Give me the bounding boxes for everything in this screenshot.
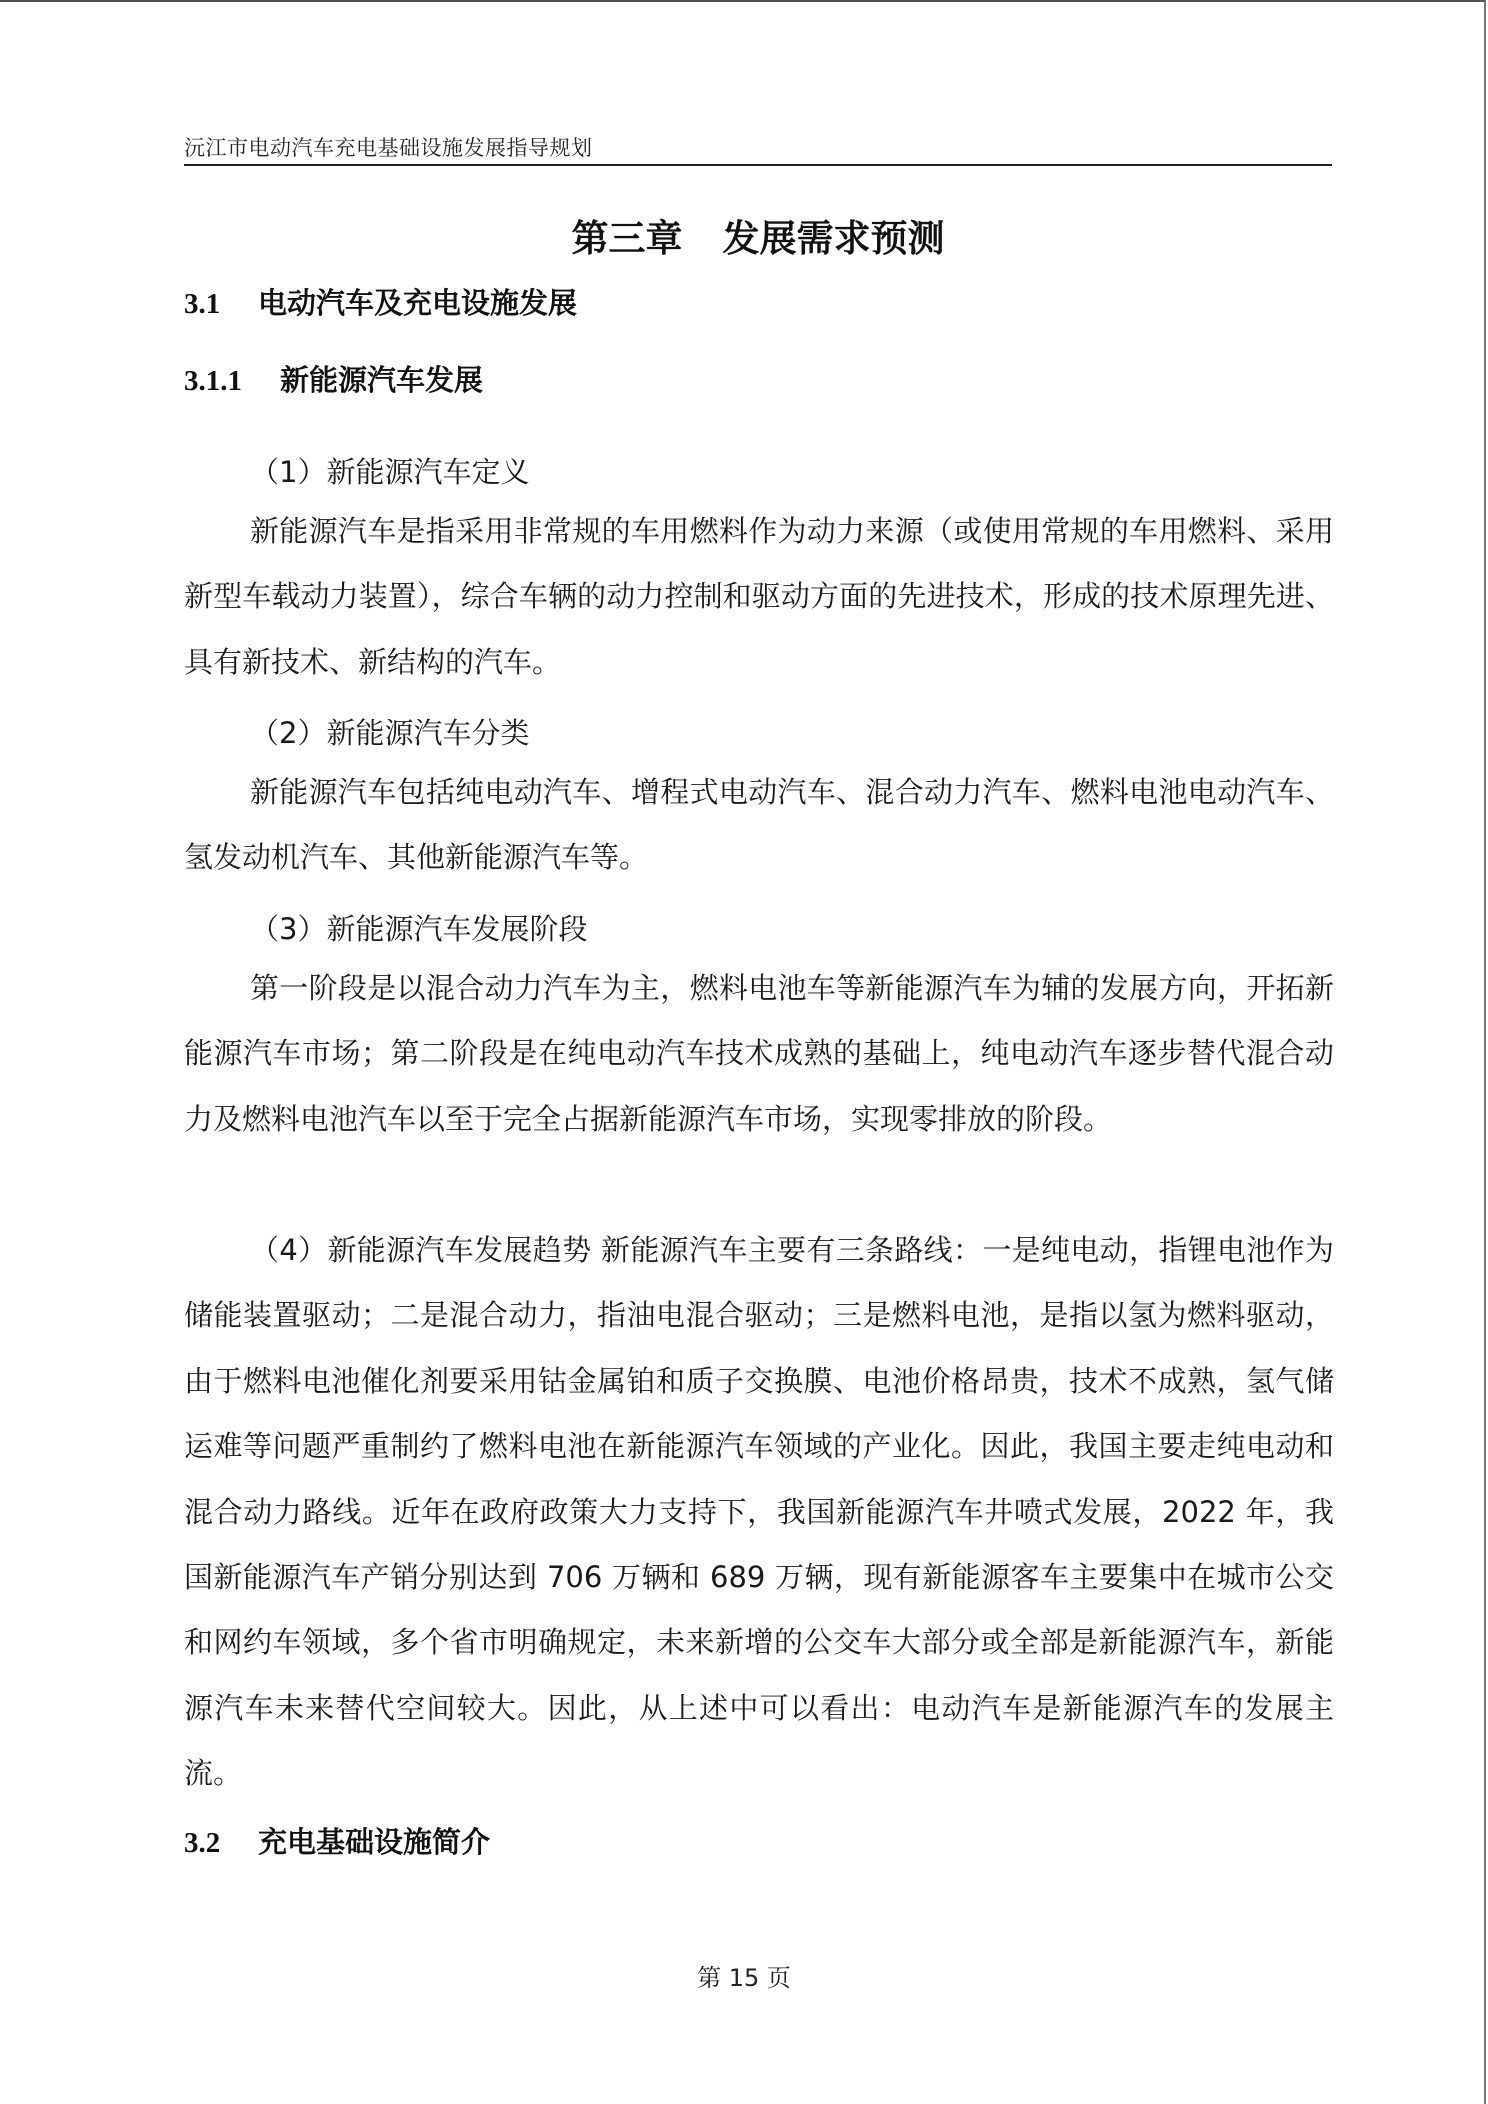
subheading-classification: （2）新能源汽车分类 [250,716,530,750]
page-number: 第 15 页 [697,1964,791,1992]
section-heading-3-2 [184,1820,490,1861]
section-number: 3.1 [184,288,221,320]
paragraph-text: 第一阶段是以混合动力汽车为主，燃料电池车等新能源汽车为辅的发展方向，开拓新能源汽车市场；第二阶段是在纯电动汽车技术成熟的基础上，纯电动汽车逐步替代混合动力及燃料电池汽车以至于完全占据新能源汽车市场，实现零排放的阶段。 [184,971,1334,1136]
section-title: 充电基础设施简介 [258,1825,491,1859]
subheading-stages: （3）新能源汽车发展阶段 [250,912,588,946]
paragraph-text: （4）新能源汽车发展趋势 新能源汽车主要有三条路线：一是纯电动，指锂电池作为储能装置驱动；二是混合动力，指油电混合驱动；三是燃料电池，是指以氢为燃料驱动，由于燃料电池催化剂要采用钴金属铂和质子交换膜、电池价格昂贵，技术不成熟，氢气储运难等问题严重制约了燃料电池在新能源汽车领域的产业化。因此，我国主要走纯电动和混合动力路线。近年在政府政策大力支持下，我国新能源汽车井喷式发展，2022 年，我国新能源汽车产销分别达到 706 万辆和 689 万辆，现有新能源客车主要集中在城市公交和网约车领域，多个省市明确规定，未来新增的公交车大部分或全部是新能源汽车，新能源汽车未来替代空间较大。因此，从上述中可以看出：电动汽车是新能源汽车的发展主流。 [184,1233,1334,1791]
paragraph-trends [184,1218,1334,1807]
paragraph-text: 新能源汽车包括纯电动汽车、增程式电动汽车、混合动力汽车、燃料电池电动汽车、氢发动机汽车、其他新能源汽车等。 [184,775,1334,875]
paragraph-stages [184,956,1334,1152]
chapter-number: 第三章 [571,217,683,260]
section-title: 电动汽车及充电设施发展 [258,286,578,320]
paragraph-definition [184,499,1334,695]
paragraph-classification [184,760,1334,891]
section-number: 3.1.1 [184,365,242,397]
subheading-definition: （1）新能源汽车定义 [250,455,530,489]
section-title: 新能源汽车发展 [280,363,484,397]
chapter-name: 发展需求预测 [722,217,945,260]
section-heading-3-1-1 [184,358,483,399]
running-header: 沅江市电动汽车充电基础设施发展指导规划 [184,136,593,160]
section-number: 3.2 [184,1827,221,1859]
chapter-title [0,208,1488,262]
paragraph-text: 新能源汽车是指采用非常规的车用燃料作为动力来源（或使用常规的车用燃料、采用新型车载动力装置），综合车辆的动力控制和驱动方面的先进技术，形成的技术原理先进、具有新技术、新结构的汽车。 [184,514,1334,679]
header-divider [184,164,1332,166]
section-heading-3-1 [184,281,577,322]
